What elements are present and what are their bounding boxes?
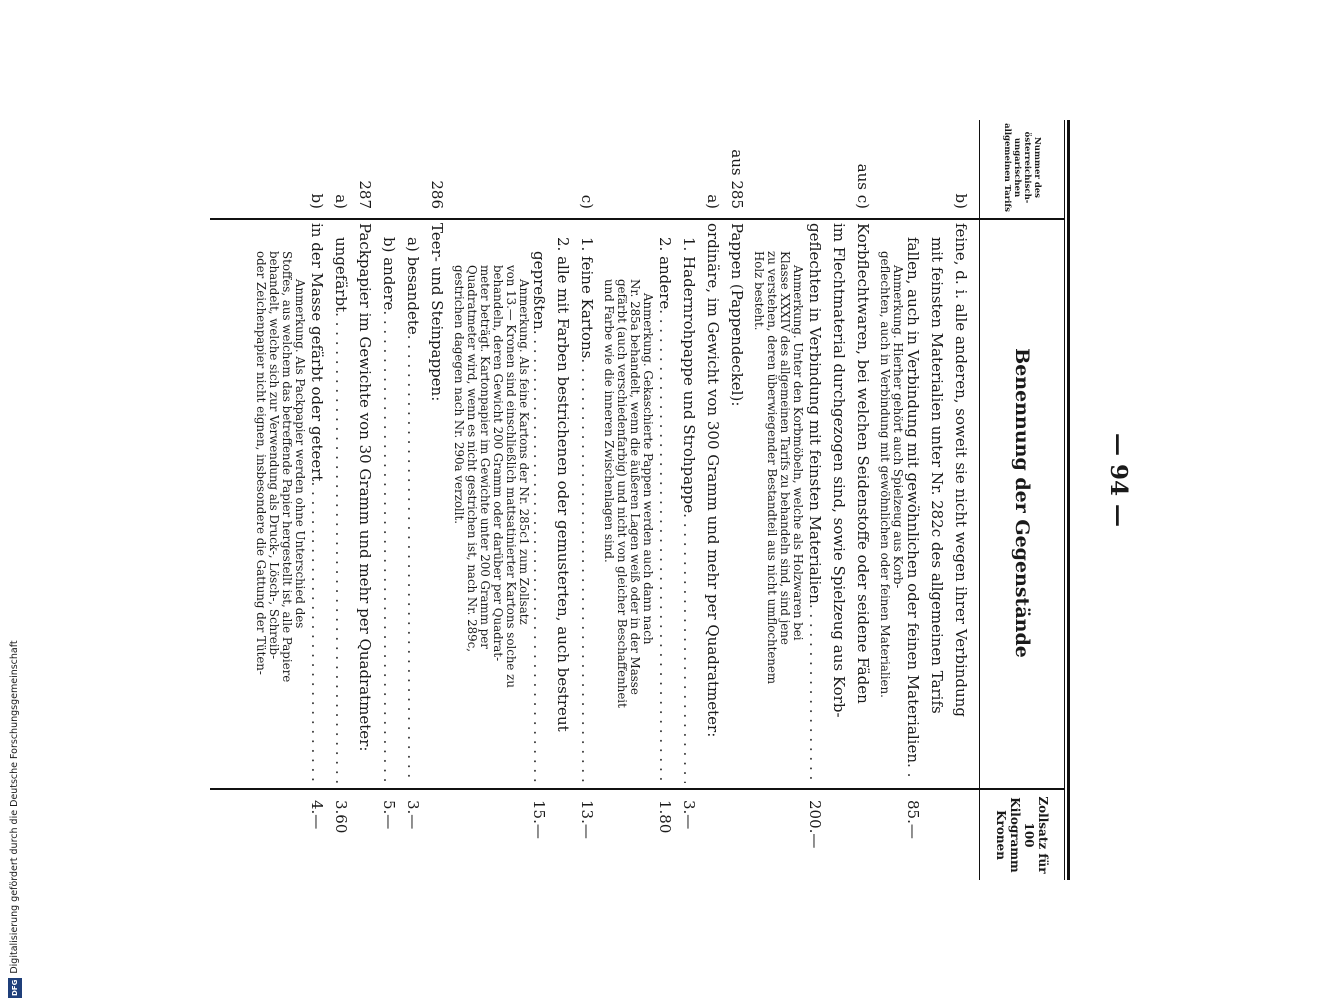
item-description [656, 223, 674, 783]
note-line [597, 120, 615, 880]
dot-leader [904, 763, 922, 783]
tariff-line [308, 120, 326, 880]
item-text: geflechten in Verbindung mit feinsten Materialien [806, 223, 824, 604]
tariff-line [554, 120, 572, 880]
item-description [356, 223, 374, 783]
item-description [952, 223, 970, 783]
duty-rate: 15.— [530, 800, 548, 839]
note-line [747, 120, 765, 880]
item-description [530, 223, 548, 783]
item-text: Nr. 285a behandelt, wenn die äußeren Lagen weiß oder in der Masse [628, 279, 642, 695]
item-description [478, 223, 491, 783]
dot-leader [578, 358, 596, 783]
item-text: ungefärbt [332, 237, 350, 313]
item-description [791, 223, 804, 783]
item-text: und Farbe wie die inneren Zwischenlagen sind. [602, 279, 616, 563]
tariff-number: b) [952, 193, 970, 209]
item-text: zu verstehen, deren überwiegender Bestandteil aus nicht umflochtenem [765, 251, 779, 685]
duty-rate: 85.— [904, 800, 922, 839]
digitization-credit-text: Digitalisierung gefördert durch die Deutsche Forschungsgemeinschaft [9, 640, 20, 974]
tariff-line [380, 120, 398, 880]
item-description [830, 223, 848, 783]
item-description [854, 223, 872, 783]
tariff-line [830, 120, 848, 880]
tariff-number: b) [308, 193, 326, 209]
item-description [465, 223, 478, 783]
item-description [293, 223, 306, 783]
tariff-line [428, 120, 446, 880]
item-description [267, 223, 280, 783]
tariff-number: 286 [428, 180, 446, 209]
item-description [554, 223, 572, 783]
item-description [728, 223, 746, 783]
header-rule [979, 120, 980, 880]
tariff-line [680, 120, 698, 880]
item-text: von 13.— Kronen sind einschließlich mattsatinierter Kartons solche zu [504, 265, 518, 688]
item-text: mit feinsten Materialien unter Nr. 282c des allgemeinen Tarifs [928, 237, 946, 714]
item-text: Packpapier im Gewichte von 30 Gramm und mehr per Quadratmeter: [356, 223, 374, 752]
item-text: fallen, auch in Verbindung mit gewöhnlichen oder feinen Materialien [904, 237, 922, 764]
note-line [873, 120, 891, 880]
item-description [380, 223, 398, 783]
tariff-number: 287 [356, 180, 374, 209]
tariff-line [854, 120, 872, 880]
tariff-line [904, 120, 922, 880]
dot-leader [332, 312, 350, 783]
item-text: 1. feine Kartons [578, 237, 596, 359]
rotated-page [210, 120, 1132, 880]
item-description [404, 223, 422, 783]
item-text: 2. alle mit Farben bestrichenen oder gemusterten, auch bestreut [554, 237, 572, 732]
item-text: Korbflechtwaren, bei welchen Seidenstoffe oder seidene Fäden [854, 223, 872, 704]
duty-rate: 3.— [680, 800, 698, 830]
dot-leader [530, 330, 548, 783]
duty-rate: 3.— [404, 800, 422, 830]
tariff-table [210, 120, 1070, 880]
tariff-line [704, 120, 722, 880]
item-text: Quadratmeter wird, wenn es nicht gestrichen ist, nach Nr. 289c, [465, 265, 479, 652]
item-description [878, 223, 891, 783]
item-text: Anmerkung. Als feine Kartons der Nr. 285c1 zum Zollsatz [517, 279, 531, 625]
item-text: Stoffes, aus welchem das betreffende Papier hergestellt ist, alle Papiere [280, 251, 294, 683]
dot-leader [404, 335, 422, 783]
dfg-badge: DFG [8, 978, 22, 998]
item-text: b) andere [380, 237, 398, 311]
item-description [308, 223, 326, 783]
item-text: Pappen (Pappendeckel): [728, 223, 746, 407]
item-text: behandeln, deren Gewicht 200 Gramm oder darüber per Quadrat- [491, 265, 505, 662]
item-text: feine, d. i. alle anderen, soweit sie nicht wegen ihrer Verbindung [952, 223, 970, 717]
item-description [628, 223, 641, 783]
item-description [765, 223, 778, 783]
dot-leader [656, 309, 674, 783]
tariff-line [952, 120, 970, 880]
item-description [904, 223, 922, 783]
tariff-line [332, 120, 350, 880]
tariff-number: a) [332, 194, 350, 209]
item-description [254, 223, 267, 783]
item-text: in der Masse gefärbt oder geteert [308, 223, 326, 482]
tariff-line [806, 120, 824, 880]
item-description [578, 223, 596, 783]
dot-leader [308, 481, 326, 783]
item-description [615, 223, 628, 783]
duty-rate: 4.— [308, 800, 326, 830]
item-description [491, 223, 504, 783]
tariff-line [928, 120, 946, 880]
page-number: — 94 — [1105, 432, 1132, 528]
tariff-line [404, 120, 422, 880]
item-text: meter beträgt. Kartonpapier im Gewichte unter 200 Gramm per [478, 265, 492, 649]
item-description [806, 223, 824, 783]
duty-rate: 5.— [380, 800, 398, 830]
tariff-line [728, 120, 746, 880]
tariff-number: aus c) [854, 163, 872, 209]
duty-rate: 200.— [806, 800, 824, 849]
item-description [280, 223, 293, 783]
duty-rate: 1.80 [656, 800, 674, 834]
dot-leader [680, 513, 698, 783]
item-description [778, 223, 791, 783]
item-text: oder Zeichenpapier nicht eignen, insbesondere die Gattung der Tüten- [254, 251, 268, 675]
item-description [752, 223, 765, 783]
item-description [428, 223, 446, 783]
item-text: 2. andere [656, 237, 674, 310]
item-text: Anmerkung. Als Packpapier werden ohne Unterschied des [293, 279, 307, 629]
note-line [447, 120, 465, 880]
item-description [452, 223, 465, 783]
tariff-number: aus 285 [728, 149, 746, 209]
item-text: gepreßten [530, 251, 548, 330]
item-text: ordinäre, im Gewicht von 300 Gramm und mehr per Quadratmeter: [704, 223, 722, 738]
item-description [891, 223, 904, 783]
tariff-line [530, 120, 548, 880]
item-text: Teer- und Steinpappen: [428, 223, 446, 402]
item-text: gestrichen dagegen nach Nr. 290a verzollt. [452, 265, 466, 524]
tariff-number: a) [704, 194, 722, 209]
tariff-number: c) [578, 194, 596, 209]
item-description [504, 223, 517, 783]
dot-leader [380, 310, 398, 783]
top-rule-thin [1064, 120, 1065, 880]
duty-rate: 3.60 [332, 800, 350, 834]
item-text: a) besandete [404, 237, 422, 335]
item-text: Holz besteht. [752, 251, 766, 331]
tariff-line [578, 120, 596, 880]
top-rule [1067, 120, 1070, 880]
item-text: im Flechtmaterial durchgezogen sind, sowie Spielzeug aus Korb- [830, 223, 848, 718]
item-description [641, 223, 654, 783]
header-rate-column: Zollsatz für 100 Kilogramm Kronen [994, 796, 1050, 874]
header-description-column: Benennung der Gegenstände [1011, 348, 1033, 658]
item-description [704, 223, 722, 783]
item-text: Anmerkung. Gekaschierte Pappen werden auch dann nach [641, 293, 655, 645]
item-description [928, 223, 946, 783]
item-text: Anmerkung. Unter den Korbmöbeln, welche als Holzwaren bei [791, 265, 805, 641]
header-number-column: Nummer des österreichisch-ungarischen allgemeinen Tarifs [1002, 123, 1042, 212]
duty-rate: 13.— [578, 800, 596, 839]
note-line [249, 120, 267, 880]
item-description [517, 223, 530, 783]
item-text: geflechten, auch in Verbindung mit gewöhnlichen oder feinen Materialien. [878, 251, 892, 698]
item-text: gefärbt (auch verschiedenfarbig) und nicht von gleicher Beschaffenheit [615, 279, 629, 708]
item-description [680, 223, 698, 783]
item-description [332, 223, 350, 783]
item-text: Anmerkung. Hierher gehört auch Spielzeug aus Korb- [891, 265, 905, 589]
item-text: 1. Hadernrohpappe und Strohpappe [680, 237, 698, 514]
item-text: behandelt, welche sich zur Verwendung als Druck-, Lösch-, Schreib- [267, 251, 281, 660]
tariff-line [656, 120, 674, 880]
dot-leader [806, 604, 824, 783]
item-description [602, 223, 615, 783]
tariff-line [356, 120, 374, 880]
digitization-credit [8, 610, 22, 998]
item-text: Klasse XXXIV des allgemeinen Tarifs zu behandeln sind, sind jene [778, 251, 792, 645]
